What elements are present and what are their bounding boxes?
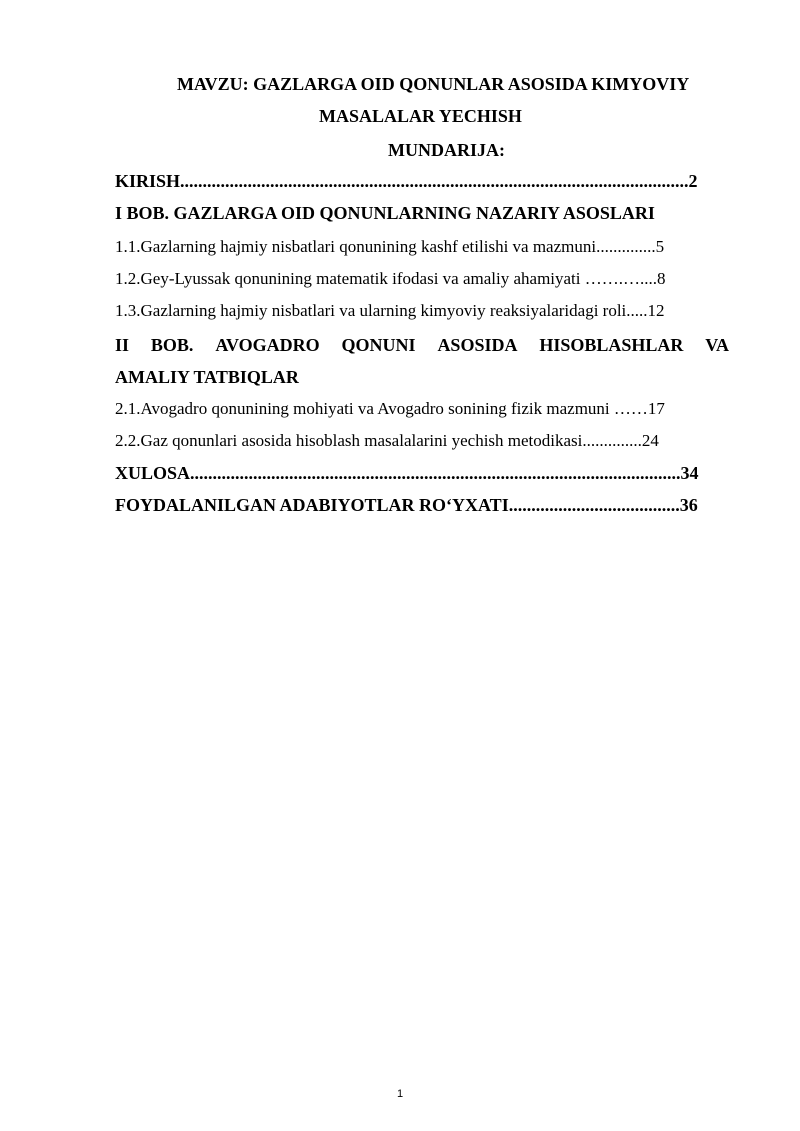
toc-word: ASOSIDA xyxy=(437,335,518,355)
toc-entry-1-3: 1.3.Gazlarning hajmiy nisbatlari va ularning kimyoviy reaksiyalaridagi roli.....12 xyxy=(115,301,665,320)
document-title-line-2: MASALALAR YECHISH xyxy=(319,106,522,126)
toc-word: AVOGADRO xyxy=(215,335,320,355)
toc-entry-kirish: KIRISH.................................................................................................................2 xyxy=(115,171,698,191)
toc-word: VA xyxy=(705,335,729,355)
toc-entry-1-1: 1.1.Gazlarning hajmiy nisbatlari qonunining kashf etilishi va mazmuni..............5 xyxy=(115,237,665,256)
toc-entry-1-2: 1.2.Gey-Lyussak qonunining matematik ifodasi va amaliy ahamiyati …….…....8 xyxy=(115,269,666,288)
toc-entry-references: FOYDALANILGAN ADABIYOTLAR RO‘YXATI......................................36 xyxy=(115,495,698,515)
toc-entry-2-1: 2.1.Avogadro qonunining mohiyati va Avogadro sonining fizik mazmuni ……17 xyxy=(115,399,665,418)
toc-entry-xulosa: XULOSA.............................................................................................................34 xyxy=(115,463,699,483)
toc-entry-chapter-2-cont: AMALIY TATBIQLAR xyxy=(115,367,299,387)
toc-word: HISOBLASHLAR xyxy=(539,335,684,355)
toc-word: BOB. xyxy=(150,335,194,355)
page-number: 1 xyxy=(396,1088,404,1100)
toc-word: II xyxy=(115,335,130,355)
toc-entry-chapter-2 xyxy=(115,335,729,356)
toc-entry-2-2: 2.2.Gaz qonunlari asosida hisoblash masalalarini yechish metodikasi..............24 xyxy=(115,431,659,450)
contents-heading: MUNDARIJA: xyxy=(388,140,505,160)
toc-entry-chapter-1: I BOB. GAZLARGA OID QONUNLARNING NAZARIY ASOSLARI xyxy=(115,203,655,223)
document-title-line-1: MAVZU: GAZLARGA OID QONUNLAR ASOSIDA KIMYOVIY xyxy=(177,74,690,94)
toc-word: QONUNI xyxy=(341,335,416,355)
